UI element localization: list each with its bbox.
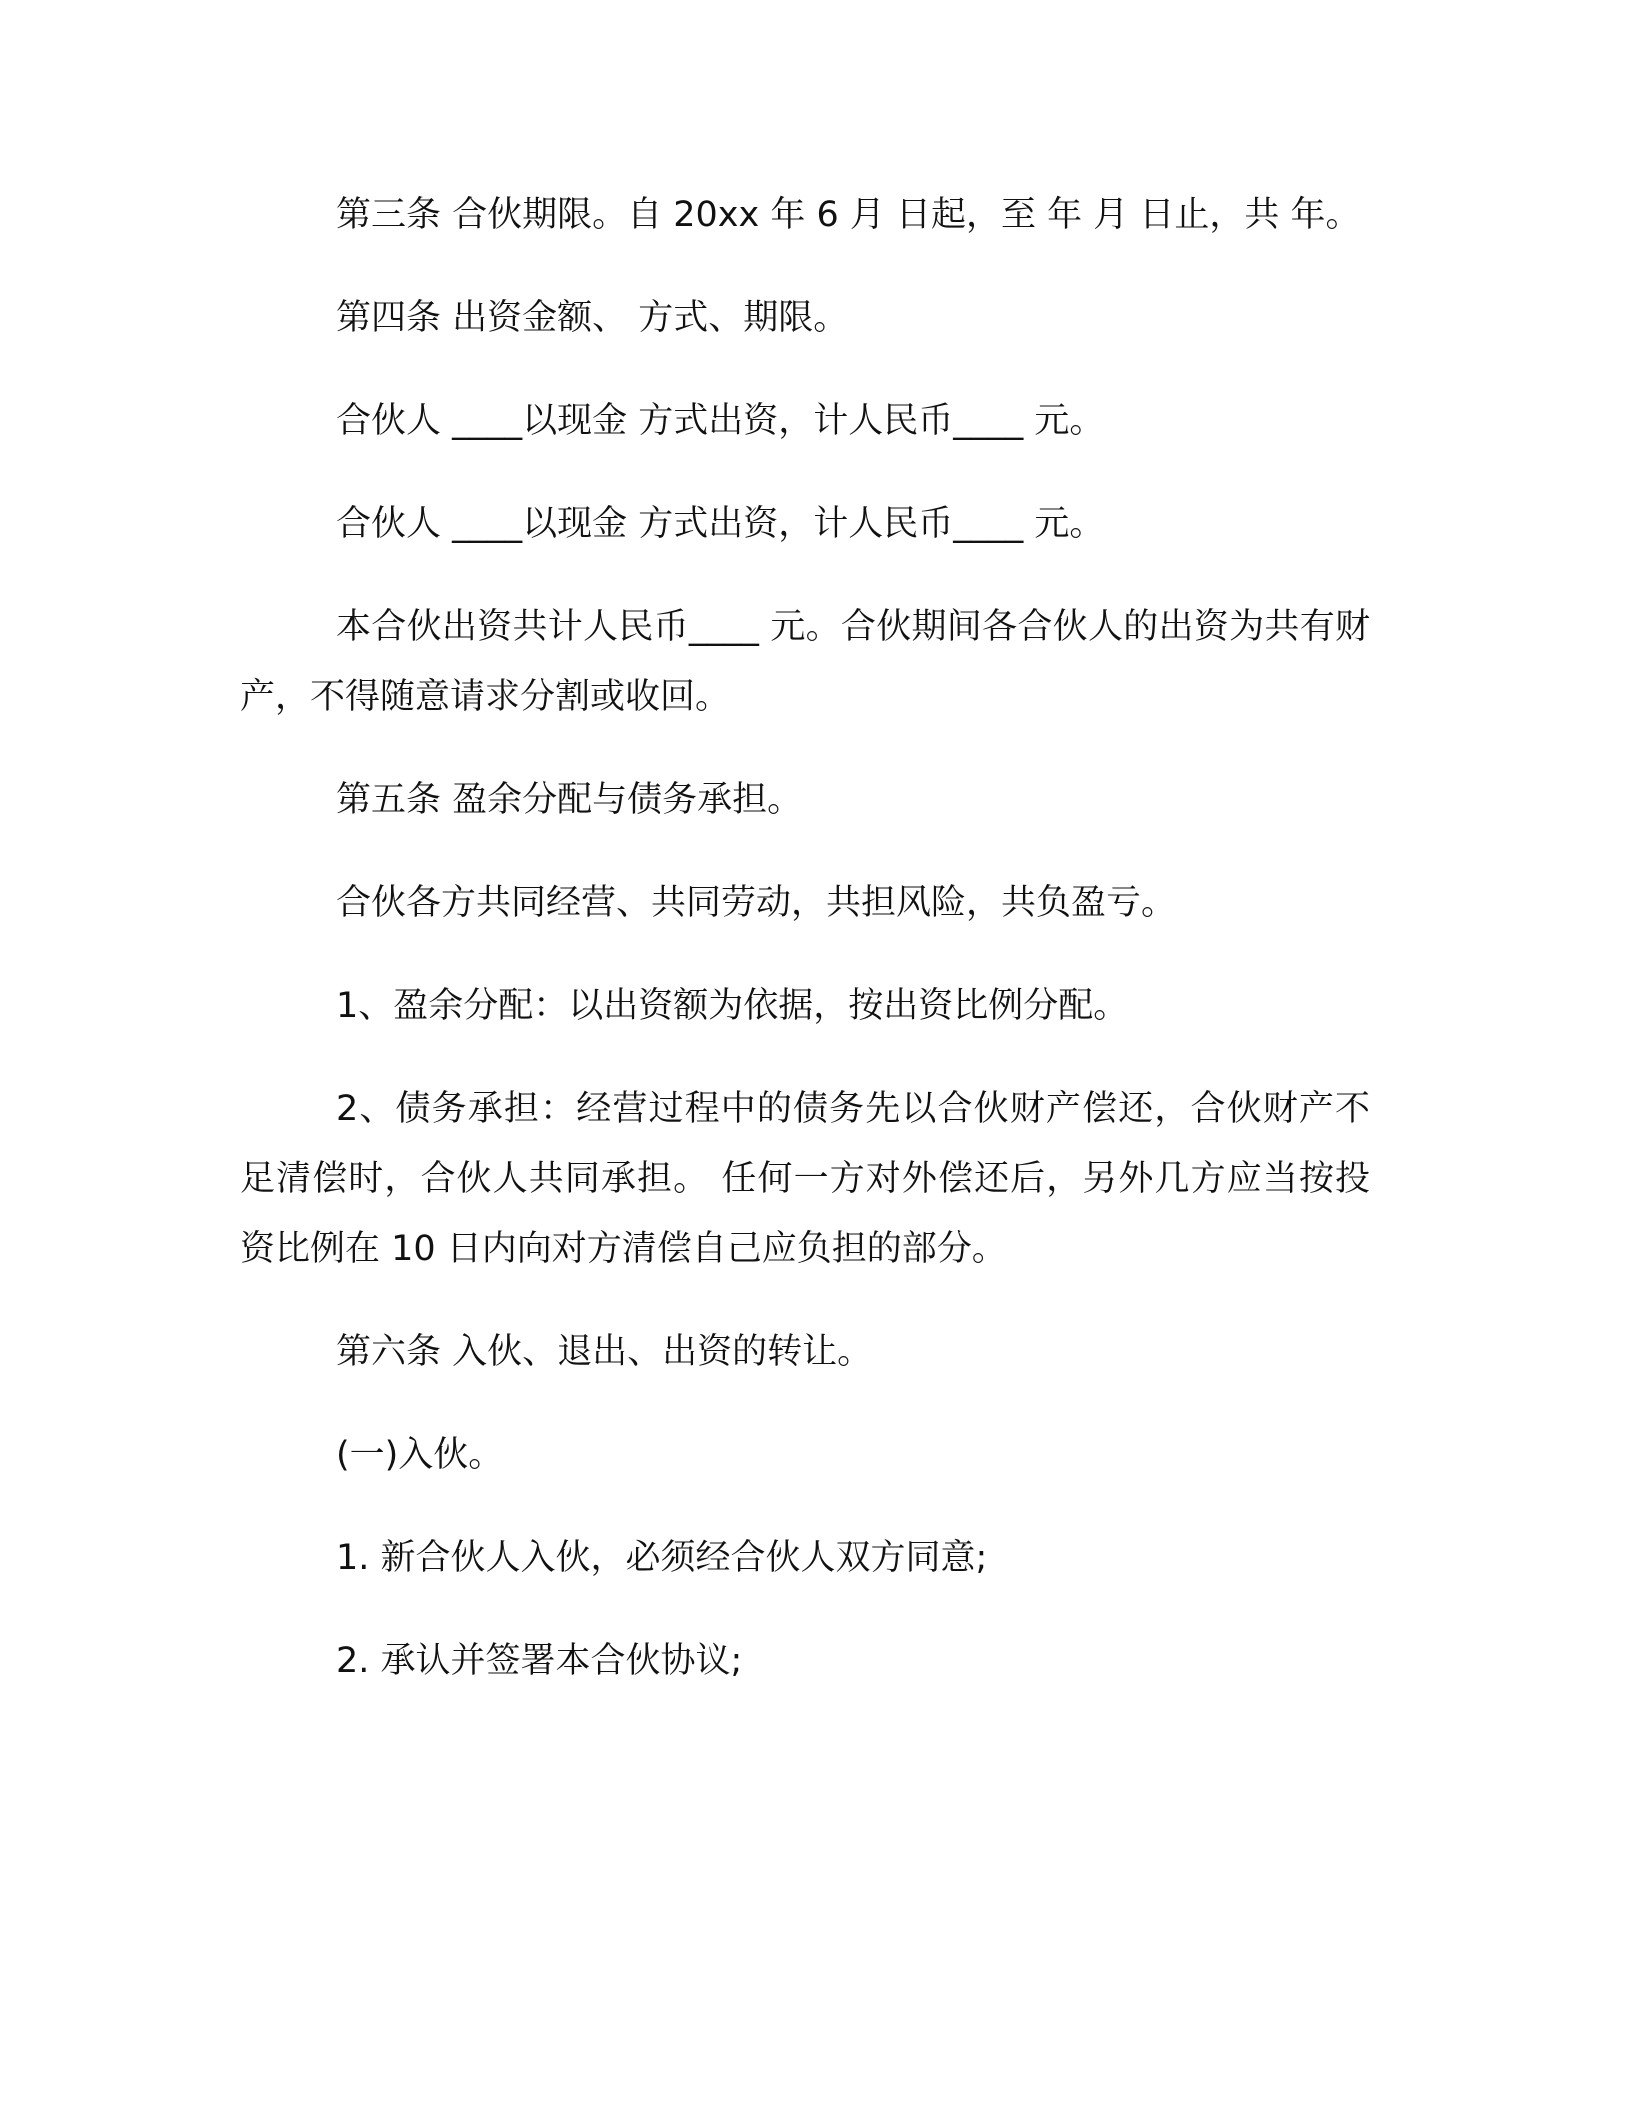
total-contribution: 本合伙出资共计人民币____ 元。合伙期间各合伙人的出资为共有财产，不得随意请求分割或收回。: [240, 607, 1370, 717]
section-admission-heading: (一)入伙。: [336, 1435, 504, 1475]
profit-distribution: 1、盈余分配：以出资额为依据，按出资比例分配。: [336, 986, 1129, 1026]
admission-item-1: 1. 新合伙人入伙，必须经合伙人双方同意;: [336, 1538, 988, 1578]
article-6-heading: 第六条 入伙、退出、出资的转让。: [336, 1332, 873, 1372]
debt-liability: 2、债务承担：经营过程中的债务先以合伙财产偿还，合伙财产不足清偿时，合伙人共同承担。 任何一方对外偿还后，另外几方应当按投资比例在 10 日内向对方清偿自己应负担的部分。: [240, 1089, 1370, 1269]
joint-operation-clause: 合伙各方共同经营、共同劳动，共担风险，共负盈亏。: [336, 883, 1177, 923]
article-5-heading: 第五条 盈余分配与债务承担。: [336, 780, 803, 820]
article-4-heading: 第四条 出资金额、 方式、期限。: [336, 298, 849, 338]
partner-contribution-1: 合伙人 ____以现金 方式出资，计人民币____ 元。: [336, 401, 1105, 441]
article-3-term: 第三条 合伙期限。自 20xx 年 6 月 日起，至 年 月 日止，共 年。: [336, 195, 1361, 235]
document-page: [240, 180, 1370, 1729]
partner-contribution-2: 合伙人 ____以现金 方式出资，计人民币____ 元。: [336, 504, 1105, 544]
admission-item-2: 2. 承认并签署本合伙协议;: [336, 1641, 743, 1681]
